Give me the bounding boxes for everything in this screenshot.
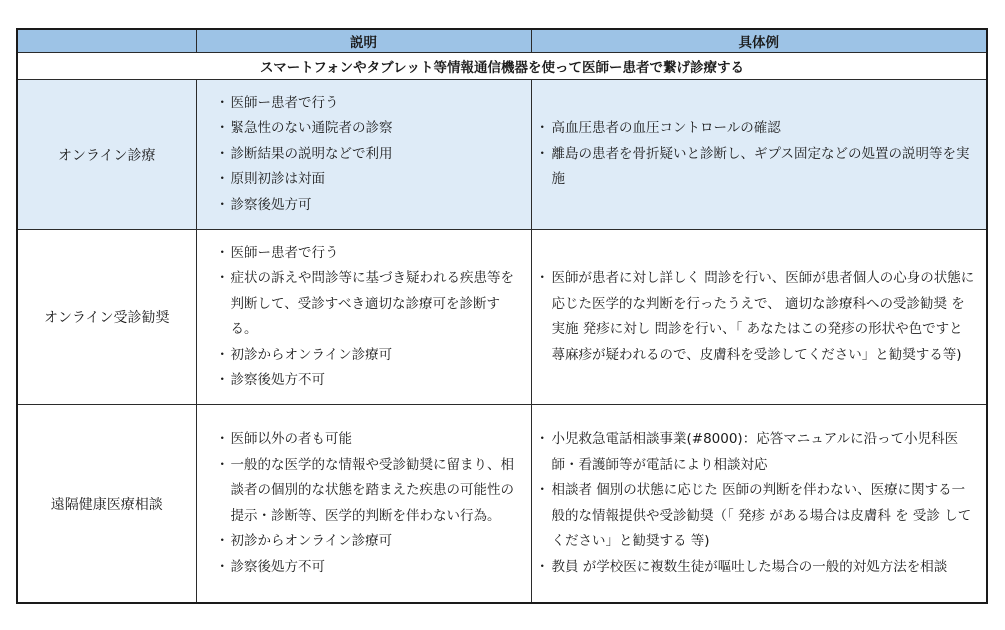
list-item: ・ 教員 が学校医に複数生徒が嘔吐した場合の一般的対処方法を相談: [538, 555, 977, 581]
header-description: 説明: [196, 29, 531, 53]
banner-row: [17, 53, 987, 80]
example-list: [532, 427, 987, 580]
description-list: [197, 241, 531, 394]
row-label: オンライン診療: [17, 80, 196, 230]
list-item: ・ 医師が患者に対し詳しく 問診を行い、医師が患者個人の心身の状態に応じた医学的な判断を行ったうえで、 適切な診療科への受診勧奨 を実施 発疹に対し 問診を行い、「 あなたはこの発疹の形状や色ですと蕁麻疹が疑われるので、皮膚科を受診してください」と勧奨する等): [538, 266, 977, 368]
table-row: [17, 230, 987, 405]
example-cell: [531, 80, 987, 230]
list-item: ・ 医師以外の者も可能: [217, 427, 523, 453]
list-item: ・ 小児救急電話相談事業(#8000)：応答マニュアルに沿って小児科医師・看護師等が電話により相談対応: [538, 427, 977, 478]
list-item: ・ 緊急性のない通院者の診察: [217, 116, 523, 142]
description-list: [197, 427, 531, 580]
row-label: 遠隔健康医療相談: [17, 405, 196, 604]
list-item: ・ 診察後処方可: [217, 193, 523, 219]
description-cell: [196, 230, 531, 405]
list-item: ・ 診察後処方不可: [217, 555, 523, 581]
list-item: ・ 症状の訴えや問診等に基づき疑われる疾患等を判断して、受診すべき適切な診療可を診断する。: [217, 266, 523, 343]
header-example: 具体例: [531, 29, 987, 53]
list-item: ・ 医師ー患者で行う: [217, 241, 523, 267]
list-item: ・ 一般的な医学的な情報や受診勧奨に留まり、相談者の個別的な状態を踏まえた疾患の可能性の提示・診断等、医学的判断を伴わない行為。: [217, 453, 523, 530]
list-item: ・ 初診からオンライン診療可: [217, 343, 523, 369]
banner-text: スマートフォンやタブレット等情報通信機器を使って医師ー患者で繋げ診療する: [17, 53, 987, 80]
description-cell: [196, 80, 531, 230]
header-row: [17, 29, 987, 53]
example-list: [532, 116, 987, 193]
example-list: [532, 266, 987, 368]
comparison-table: [16, 28, 988, 604]
list-item: ・ 診断結果の説明などで利用: [217, 142, 523, 168]
table-row: [17, 405, 987, 604]
description-list: [197, 91, 531, 219]
list-item: ・ 離島の患者を骨折疑いと診断し、ギプス固定などの処置の説明等を実施: [538, 142, 977, 193]
header-empty-cell: [17, 29, 196, 53]
list-item: ・ 診察後処方不可: [217, 368, 523, 394]
list-item: ・ 医師ー患者で行う: [217, 91, 523, 117]
list-item: ・ 高血圧患者の血圧コントロールの確認: [538, 116, 977, 142]
example-cell: [531, 230, 987, 405]
table-row: [17, 80, 987, 230]
list-item: ・ 相談者 個別の状態に応じた 医師の判断を伴わない、医療に関する一般的な情報提供や受診勧奨（「 発疹 がある場合は皮膚科 を 受診 してください」と勧奨する 等): [538, 478, 977, 555]
list-item: ・ 初診からオンライン診療可: [217, 529, 523, 555]
list-item: ・ 原則初診は対面: [217, 167, 523, 193]
description-cell: [196, 405, 531, 604]
example-cell: [531, 405, 987, 604]
row-label: オンライン受診勧奨: [17, 230, 196, 405]
